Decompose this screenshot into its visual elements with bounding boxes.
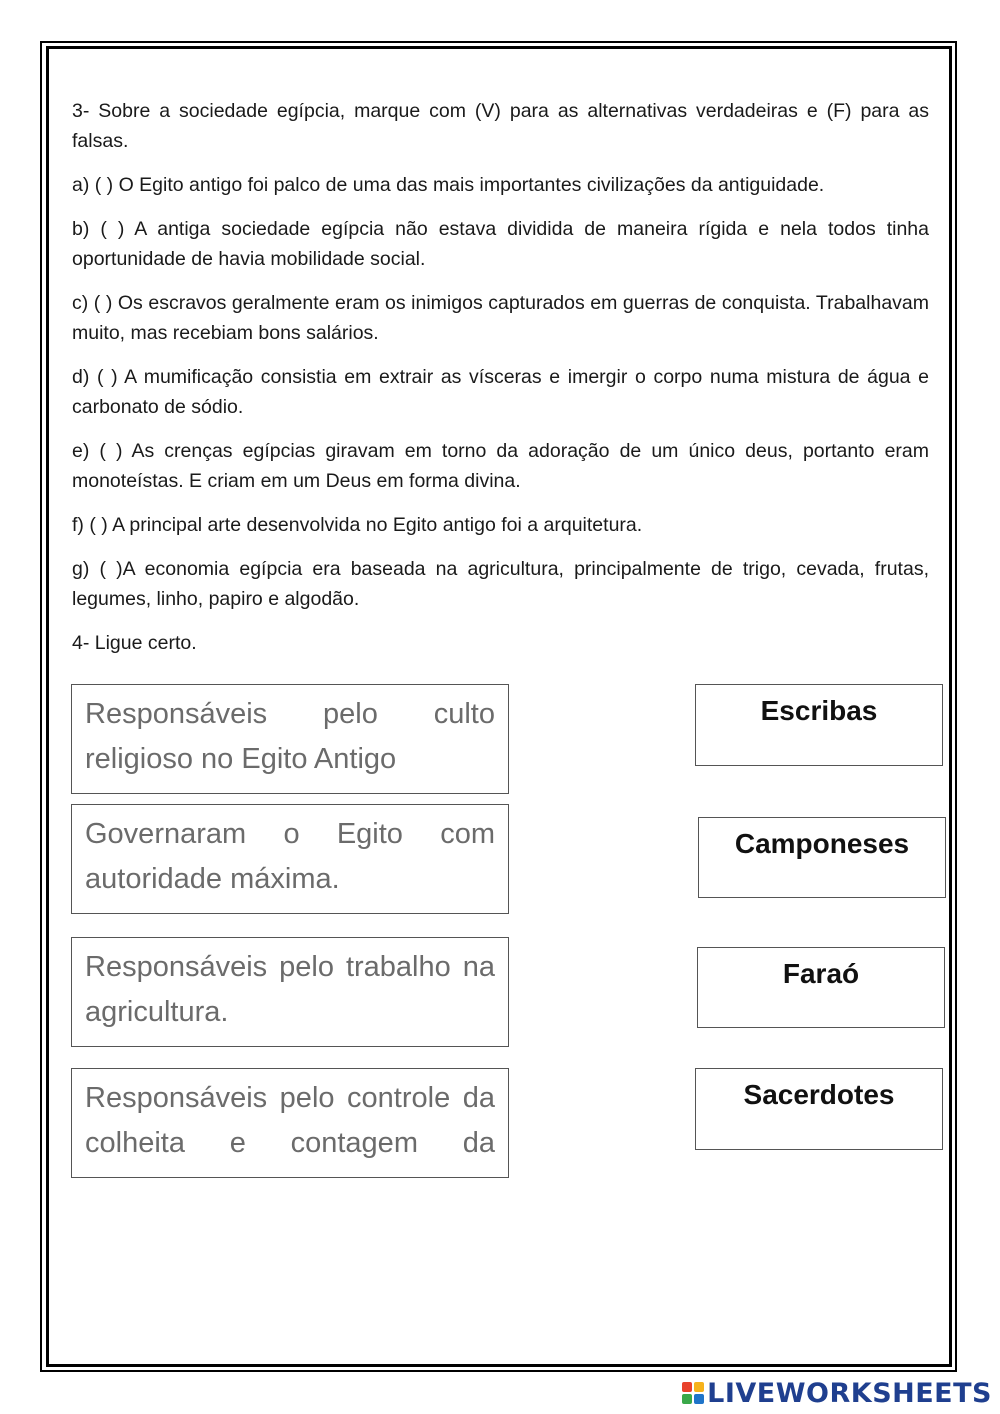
- liveworksheets-logo-icon: [682, 1382, 704, 1404]
- statement-e: e) ( ) As crenças egípcias giravam em torno da adoração de um único deus, portanto eram monoteístas. E criam em um Deus em forma divina.: [72, 440, 929, 492]
- description-box-1[interactable]: Responsáveis pelo culto religioso no Egito Antigo: [71, 684, 509, 794]
- question-3-prompt: 3- Sobre a sociedade egípcia, marque com (V) para as alternativas verdadeiras e (F) para as falsas.: [72, 100, 929, 152]
- answer-box-sacerdotes[interactable]: Sacerdotes: [695, 1068, 943, 1150]
- description-box-3[interactable]: Responsáveis pelo trabalho na agricultura.: [71, 937, 509, 1047]
- question-4-prompt: 4- Ligue certo.: [72, 632, 197, 654]
- statement-f: f) ( ) A principal arte desenvolvida no Egito antigo foi a arquitetura.: [72, 514, 643, 536]
- answer-box-camponeses[interactable]: Camponeses: [698, 817, 946, 898]
- liveworksheets-logo: [682, 1378, 992, 1408]
- answer-box-farao[interactable]: Faraó: [697, 947, 945, 1028]
- statement-g: g) ( )A economia egípcia era baseada na agricultura, principalmente de trigo, cevada, frutas, legumes, linho, papiro e algodão.: [72, 558, 929, 610]
- statement-d: d) ( ) A mumificação consistia em extrair as vísceras e imergir o corpo numa mistura de água e carbonato de sódio.: [72, 366, 929, 418]
- answer-box-escribas[interactable]: Escribas: [695, 684, 943, 766]
- worksheet-content: [72, 96, 929, 672]
- statement-b: b) ( ) A antiga sociedade egípcia não estava dividida de maneira rígida e nela todos tinha oportunidade de havia mobilidade social.: [72, 218, 929, 270]
- statement-a: a) ( ) O Egito antigo foi palco de uma das mais importantes civilizações da antiguidade.: [72, 174, 825, 196]
- description-box-4[interactable]: Responsáveis pelo controle da colheita e contagem da: [71, 1068, 509, 1178]
- statement-c: c) ( ) Os escravos geralmente eram os inimigos capturados em guerras de conquista. Trabalhavam muito, mas recebiam bons salários.: [72, 292, 929, 344]
- description-box-2[interactable]: Governaram o Egito com autoridade máxima.: [71, 804, 509, 914]
- liveworksheets-logo-text: LIVEWORKSHEETS: [707, 1377, 992, 1409]
